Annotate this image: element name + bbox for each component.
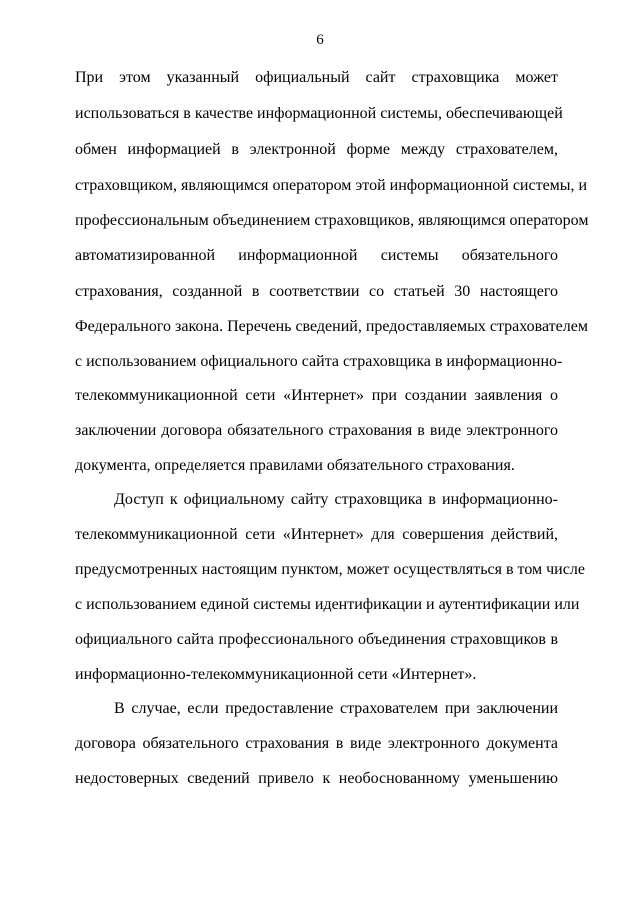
paragraph-2-line-6: информационно-телекоммуникационной сети «Интернет». <box>75 666 477 683</box>
paragraph-1-line-6: автоматизированной информационной системы обязательного <box>75 247 558 264</box>
paragraph-2-line-1: Доступ к официальному сайту страховщика в информационно- <box>114 491 558 508</box>
paragraph-1-line-3: обмен информацией в электронной форме между страхователем, <box>75 141 558 158</box>
paragraph-1-line-10: телекоммуникационной сети «Интернет» при создании заявления о <box>75 387 558 404</box>
paragraph-1-line-4: страховщиком, являющимся оператором этой информационной системы, и <box>75 177 588 194</box>
paragraph-1-line-1: При этом указанный официальный сайт страховщика может <box>75 69 558 86</box>
page-number: 6 <box>316 32 324 48</box>
paragraph-2-line-4: с использованием единой системы идентификации и аутентификации или <box>75 596 580 613</box>
paragraph-1-line-5: профессиональным объединением страховщиков, являющимся оператором <box>75 212 589 229</box>
paragraph-1-line-8: Федерального закона. Перечень сведений, предоставляемых страхователем <box>75 318 588 335</box>
paragraph-1-line-2: использоваться в качестве информационной системы, обеспечивающей <box>75 105 563 122</box>
paragraph-2-line-2: телекоммуникационной сети «Интернет» для совершения действий, <box>75 526 558 543</box>
paragraph-1-line-12: документа, определяется правилами обязательного страхования. <box>75 457 515 474</box>
paragraph-3-line-1: В случае, если предоставление страхователем при заключении <box>114 700 558 717</box>
paragraph-3-line-2: договора обязательного страхования в виде электронного документа <box>75 735 558 752</box>
paragraph-3-line-3: недостоверных сведений привело к необоснованному уменьшению <box>75 770 558 787</box>
paragraph-1-line-9: с использованием официального сайта страховщика в информационно- <box>75 353 563 370</box>
paragraph-1-line-11: заключении договора обязательного страхования в виде электронного <box>75 422 558 439</box>
paragraph-1-line-7: страхования, созданной в соответствии со статьей 30 настоящего <box>75 283 558 300</box>
paragraph-2-line-5: официального сайта профессионального объединения страховщиков в <box>75 631 558 648</box>
paragraph-2-line-3: предусмотренных настоящим пунктом, может осуществляться в том числе <box>75 561 585 578</box>
